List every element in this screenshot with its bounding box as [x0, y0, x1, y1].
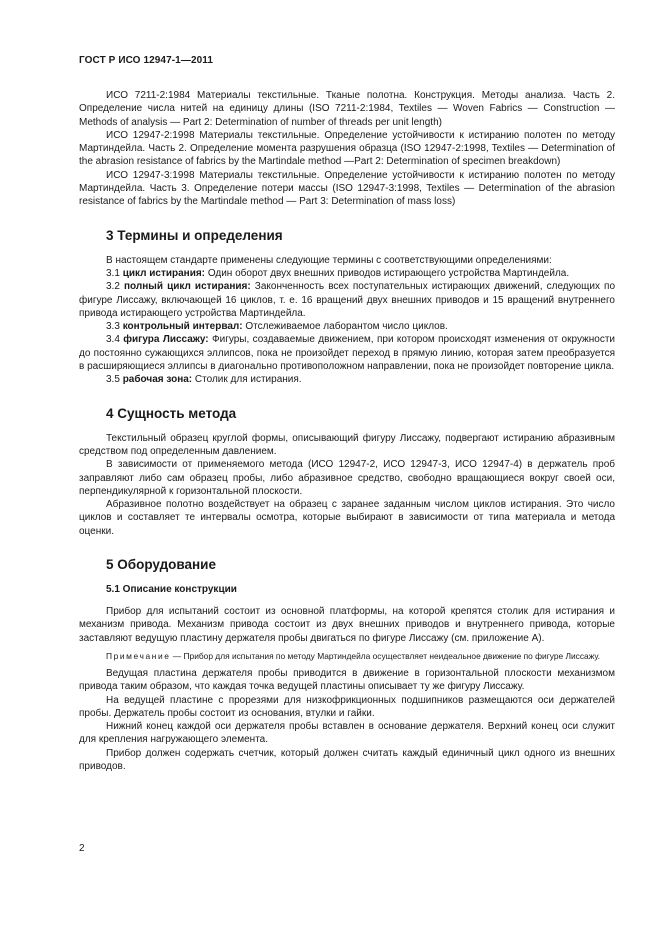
section-4-para-2: В зависимости от применяемого метода (ИСО 12947-2, ИСО 12947-3, ИСО 12947-4) в держатель проб заправляют либо сам образец пробы, либо абразивное средство, свободно вращающиеся вокруг своей оси, перпендикулярной к горизонтальной плоскости. [79, 459, 615, 497]
term-name: контрольный интервал: [122, 321, 243, 333]
section-5-para-2: Ведущая пластина держателя пробы приводится в движение в горизонтальной плоскости механизмом привода таким образом, что каждая точка ведущей пластины описывает ту же фигуру Лиссажу. [79, 667, 615, 693]
section-4-para-1: Текстильный образец круглой формы, описывающий фигуру Лиссажу, подвергают истиранию абразивным средством под определенным давлением. [79, 432, 615, 457]
note-label: Примечание [106, 650, 171, 661]
section-5-para-3: На ведущей пластине с прорезями для низкофрикционных подшипников размещаются оси держателей пробы. Держатель пробы состоит из основания, втулки и гайки. [79, 694, 615, 719]
section-5-heading: 5 Оборудование [106, 557, 216, 573]
note [79, 650, 615, 662]
section-5-para-5: Прибор должен содержать счетчик, который должен считать каждый единичный цикл одного из внешних приводов. [79, 747, 615, 772]
section-5-para-4: Нижний конец каждой оси держателя пробы вставлен в основание держателя. Верхний конец оси служит для крепления нагружающего элемента. [79, 721, 615, 746]
term-name: полный цикл истирания: [124, 281, 251, 293]
document-header: ГОСТ Р ИСО 12947-1—2011 [79, 55, 214, 66]
term-3-3: 3.3 контрольный интервал: Отслеживаемое лаборантом число циклов. [106, 321, 448, 333]
note-text: — Прибор для испытания по методу Мартиндейла осуществляет неидеальное движение по фигуре Лиссажу. [170, 650, 601, 661]
section-5-para-1: Прибор для испытаний состоит из основной платформы, на которой крепятся столик для истирания и механизм привода. Механизм привода состоит из двух внешних приводов и внутреннего привода, которые заставляют ведущую пластину держателя пробы двигаться по фигуре Лиссажу (см. приложение А). [79, 606, 615, 644]
term-name: фигура Лиссажу: [123, 334, 209, 346]
term-name: цикл истирания: [122, 267, 206, 279]
section-3-heading: 3 Термины и определения [106, 227, 283, 243]
section-3-intro: В настоящем стандарте применены следующие термины с соответствующими определениями: [106, 254, 552, 266]
term-3-5: 3.5 рабочая зона: Столик для истирания. [106, 374, 302, 386]
term-name: рабочая зона: [122, 374, 193, 386]
term-3-1: 3.1 цикл истирания: Один оборот двух внешних приводов истирающего устройства Мартиндейла. [106, 267, 570, 279]
page-number: 2 [79, 843, 85, 854]
subsection-5-1-heading: 5.1 Описание конструкции [106, 584, 237, 596]
term-3-4: 3.4 фигура Лиссажу: Фигуры, создаваемые движением, при котором происходят изменения от окружности до постоянно сужающихся эллипсов, пока не произойдет переход в прямую линию, которая затем преобразуется в расширяющиеся эллипсы в диагонально противоположном направлении, пока не произойдет повторение цикла. [79, 334, 615, 373]
section-4-para-3: Абразивное полотно воздействует на образец с заранее заданным числом циклов истирания. Это число циклов и составляет те интервалы осмотра, которые выбирают в зависимости от типа материала и метода оценки. [79, 499, 615, 537]
term-3-2: 3.2 полный цикл истирания: Законченность всех поступательных истирающих движений, следующих по фигуре Лиссажу, включающей 16 циклов, т. е. 16 вращений двух внешних приводов и 15 вращений внутреннего привода истирающего устройства Мартиндейла. [79, 281, 616, 319]
reference-3: ИСО 12947-3:1998 Материалы текстильные. Определение устойчивости к истиранию полотен по методу Мартиндейла. Часть 3. Определение потери массы (ISO 12947-3:1998, Textiles — Determination of the abrasion resistance of fabrics by the Martindale method — Part 3: Determination of mass loss) [79, 169, 615, 208]
page-body [79, 55, 615, 773]
reference-2: ИСО 12947-2:1998 Материалы текстильные. Определение устойчивости к истиранию полотен по методу Мартиндейла. Часть 2. Определение момента разрушения образца (ISO 12947-2:1998, Textiles — Determination of the abrasion resistance of fabrics by the Martindale method —Part 2: Determination of specimen breakdown) [79, 129, 615, 168]
section-4-heading: 4 Сущность метода [106, 405, 237, 421]
reference-1: ИСО 7211-2:1984 Материалы текстильные. Тканые полотна. Конструкция. Методы анализа. Часть 2. Определение числа нитей на единицу длины (ISO 7211-2:1984, Textiles — Woven Fabrics — Construction — Methods of analysis — Part 2: Determination of number of threads per unit length) [79, 90, 615, 128]
